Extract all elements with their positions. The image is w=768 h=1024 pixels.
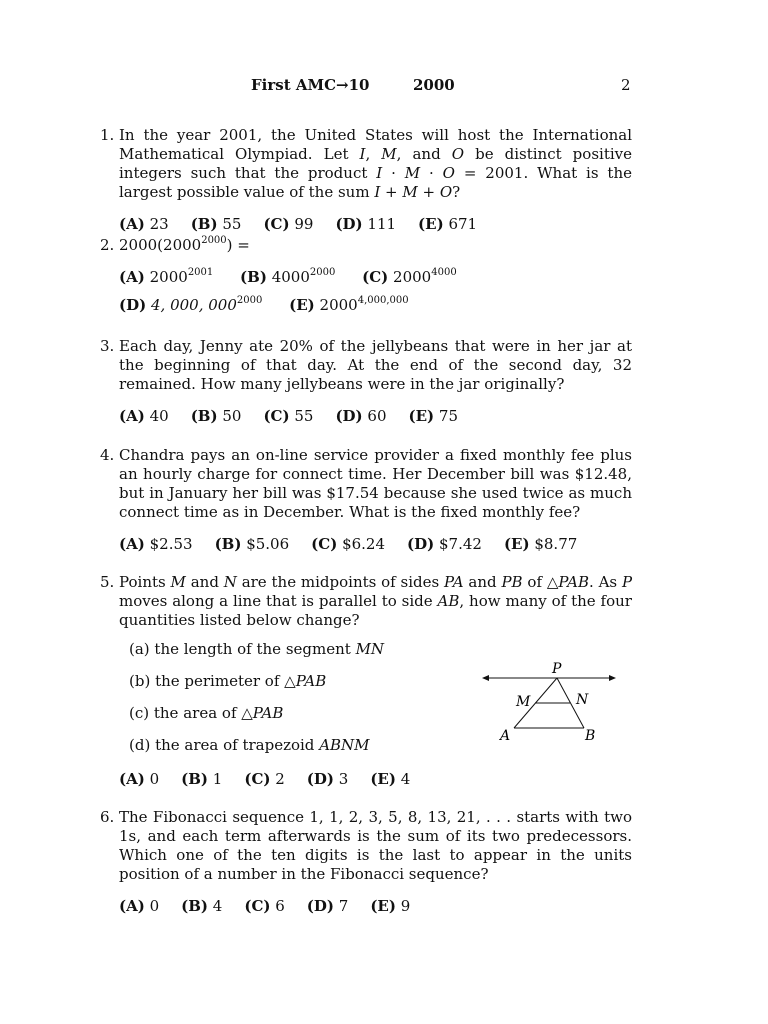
answer-choice: (E) 4 — [370, 770, 411, 788]
answer-choice: (B) $5.06 — [214, 535, 290, 553]
answer-choice: (C) 99 — [263, 215, 314, 233]
arrow-icon: → — [336, 76, 349, 94]
problem-number: 6. — [100, 808, 115, 826]
list-item: (c) the area of △PAB — [129, 704, 284, 722]
problem-number: 4. — [100, 446, 115, 464]
answer-choice: (A) 23 — [119, 215, 169, 233]
answer-choice: (C) $6.24 — [311, 535, 386, 553]
answer-choice: (E) 9 — [370, 897, 411, 915]
answer-choice: (C) 2 — [244, 770, 285, 788]
header-year: 2000 — [413, 76, 455, 94]
answer-choice: (C) $2000^{4000}$ — [362, 267, 457, 286]
problem-4 — [100, 446, 632, 554]
answer-choices — [119, 406, 632, 426]
problem-number: 3. — [100, 337, 115, 355]
answer-choice: (A) 40 — [119, 407, 169, 425]
label-M: M — [516, 694, 531, 710]
answer-choice: (C) 55 — [263, 407, 314, 425]
answer-choice: (D) 111 — [335, 215, 397, 233]
answer-choice: (B) $4000^{2000}$ — [240, 267, 336, 286]
problem-6 — [100, 808, 632, 916]
triangle-figure — [480, 660, 620, 750]
label-A: A — [500, 728, 511, 744]
list-item: (b) the perimeter of △PAB — [129, 672, 327, 690]
problem-text: $2000(2000^{2000})$ = — [119, 235, 250, 254]
answer-choice: (E) 2000$^{4,000,000}$ — [289, 295, 409, 314]
problem-number: 2. — [100, 236, 115, 254]
page-header — [0, 76, 768, 96]
label-B: B — [585, 728, 596, 744]
answer-choice: (E) 671 — [418, 215, 478, 233]
header-title: First AMC→10 — [251, 76, 370, 94]
answer-choice: (B) 55 — [190, 215, 242, 233]
answer-choices — [119, 214, 632, 234]
problem-text: Chandra pays an on-line service provider a fixed monthly fee plus an hourly charge for connect time. Her December bill was $12.48, but in January her bill was $17.54 because she used twice as much connect time as in December. What is the fixed monthly fee? — [119, 446, 632, 521]
answer-choices — [119, 769, 632, 789]
answer-choices — [119, 267, 632, 315]
problem-text: In the year 2001, the United States will host the International Mathematical Olympiad. Let I, M, and O be distinct positive integers such that the product I · M · O = 2001. What is the largest possible value of the sum I + M + O? — [119, 126, 632, 201]
label-P: P — [552, 661, 562, 677]
problem-3 — [100, 337, 632, 426]
answer-choice: (D) 3 — [306, 770, 349, 788]
problem-2 — [100, 236, 632, 315]
answer-choices — [119, 896, 632, 916]
answer-choice: (E) 75 — [408, 407, 458, 425]
answer-choice: (A) 0 — [119, 770, 160, 788]
answer-choice: (D) 60 — [335, 407, 387, 425]
label-N: N — [576, 692, 589, 708]
problem-1 — [100, 126, 632, 234]
problem-number: 1. — [100, 126, 115, 144]
answer-choice: (D) 7 — [306, 897, 349, 915]
problem-text: The Fibonacci sequence 1, 1, 2, 3, 5, 8, 13, 21, . . . starts with two 1s, and each term afterwards is the sum of its two predecessors. Which one of the ten digits is the last to appear in the units position of a number in the Fibonacci sequence? — [119, 808, 632, 883]
problem-number: 5. — [100, 573, 115, 591]
answer-choice: (B) 1 — [181, 770, 223, 788]
arrow-right-icon — [609, 675, 616, 681]
answer-choice: (A) $2.53 — [119, 535, 193, 553]
problem-text: Points M and N are the midpoints of sides PA and PB of △PAB. As P moves along a line that is parallel to side AB, how many of the four quantities listed below change? — [119, 573, 633, 629]
arrow-left-icon — [482, 675, 489, 681]
problem-text: Each day, Jenny ate 20% of the jellybeans that were in her jar at the beginning of that day. At the end of the second day, 32 remained. How many jellybeans were in the jar originally? — [119, 337, 632, 393]
answer-choice: (E) $8.77 — [503, 535, 578, 553]
answer-choice: (D) 4, 000, $000^{2000}$ — [119, 295, 263, 314]
answer-choice: (A) $2000^{2001}$ — [119, 267, 214, 286]
list-item: (d) the area of trapezoid ABNM — [129, 736, 370, 754]
answer-choice: (C) 6 — [244, 897, 285, 915]
answer-choice: (B) 50 — [190, 407, 242, 425]
answer-choice: (A) 0 — [119, 897, 160, 915]
answer-choice: (B) 4 — [181, 897, 223, 915]
answer-choice: (D) $7.42 — [407, 535, 482, 553]
list-item: (a) the length of the segment MN — [129, 640, 385, 658]
answer-choices — [119, 534, 632, 554]
page-number: 2 — [621, 76, 631, 94]
